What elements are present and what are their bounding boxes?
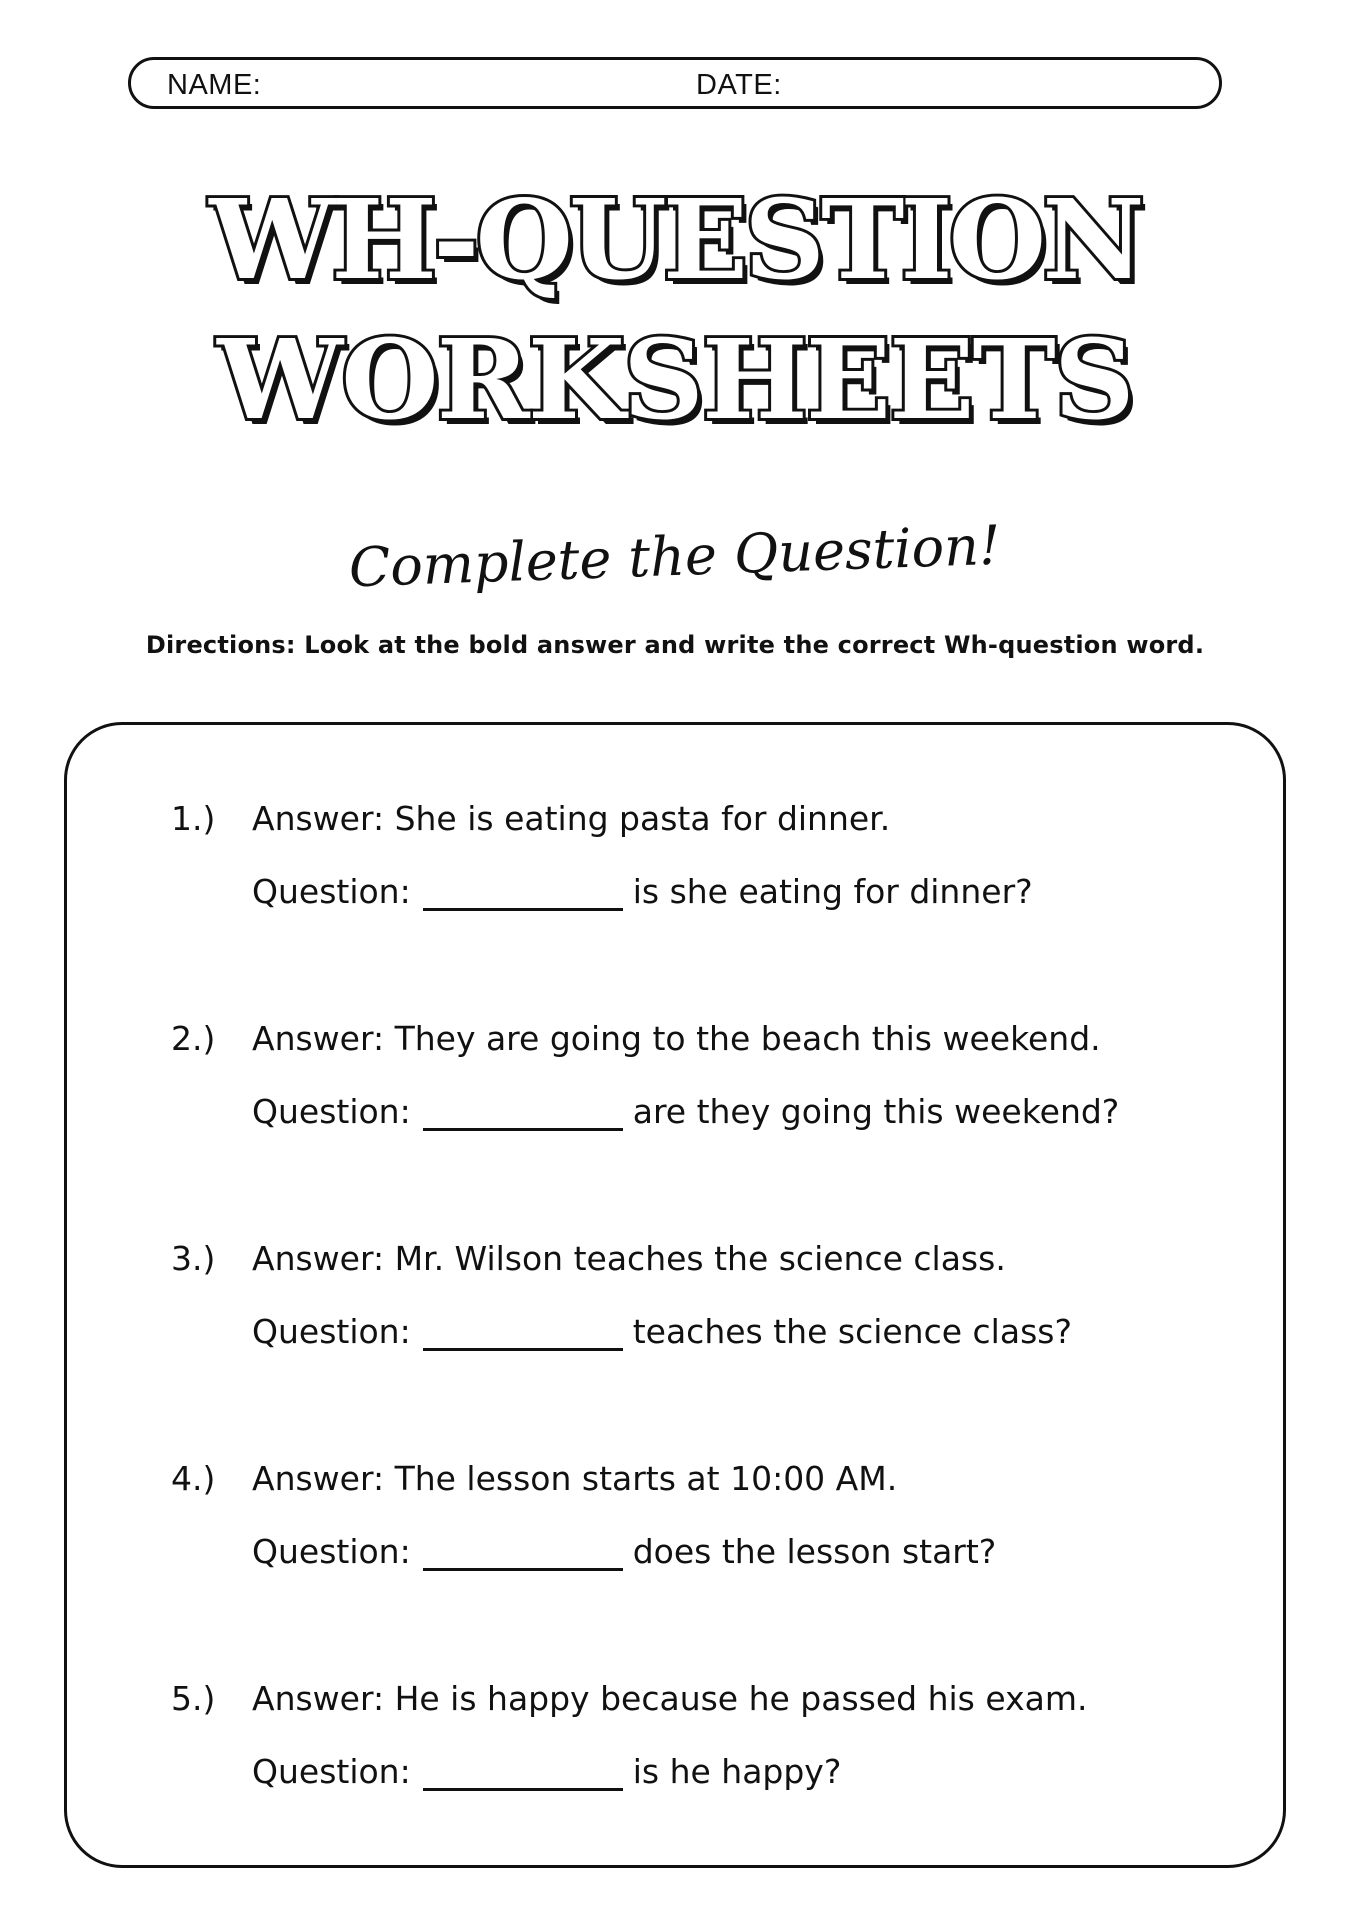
- question-item-2: [67, 1019, 1283, 1189]
- question-prefix: Question:: [252, 872, 411, 911]
- question-line: [252, 872, 1033, 911]
- item-number: 3.): [171, 1239, 216, 1278]
- question-suffix: does the lesson start?: [632, 1532, 997, 1571]
- answer-text: Answer: The lesson starts at 10:00 AM.: [252, 1459, 898, 1498]
- question-item-5: [67, 1679, 1283, 1849]
- question-prefix: Question:: [252, 1092, 411, 1131]
- question-line: [252, 1312, 1072, 1351]
- item-number: 2.): [171, 1019, 216, 1058]
- question-prefix: Question:: [252, 1532, 411, 1571]
- title-line-1: WH-QUESTION: [209, 176, 1141, 305]
- answer-text: Answer: They are going to the beach this weekend.: [252, 1019, 1101, 1058]
- question-line: [252, 1092, 1119, 1131]
- answer-blank[interactable]: [423, 1312, 623, 1351]
- question-suffix: teaches the science class?: [632, 1312, 1072, 1351]
- question-item-3: [67, 1239, 1283, 1409]
- item-number: 4.): [171, 1459, 216, 1498]
- question-box: [64, 722, 1286, 1868]
- title-line-2: WORKSHEETS: [217, 316, 1133, 445]
- answer-blank[interactable]: [423, 1092, 623, 1131]
- item-number: 5.): [171, 1679, 216, 1718]
- question-prefix: Question:: [252, 1312, 411, 1351]
- answer-blank[interactable]: [423, 872, 623, 911]
- answer-text: Answer: Mr. Wilson teaches the science class.: [252, 1239, 1006, 1278]
- answer-text: Answer: She is eating pasta for dinner.: [252, 799, 891, 838]
- answer-blank[interactable]: [423, 1752, 623, 1791]
- date-label: DATE:: [696, 69, 782, 101]
- question-prefix: Question:: [252, 1752, 411, 1791]
- subtitle: Complete the Question!: [347, 513, 1002, 600]
- question-suffix: is he happy?: [632, 1752, 842, 1791]
- name-label: NAME:: [167, 69, 262, 101]
- directions: Directions: Look at the bold answer and write the correct Wh-question word.: [145, 631, 1205, 659]
- question-suffix: are they going this weekend?: [632, 1092, 1120, 1131]
- item-number: 1.): [171, 799, 216, 838]
- answer-blank[interactable]: [423, 1532, 623, 1571]
- question-line: [252, 1752, 841, 1791]
- question-suffix: is she eating for dinner?: [632, 872, 1033, 911]
- question-line: [252, 1532, 996, 1571]
- question-item-1: [67, 799, 1283, 969]
- question-item-4: [67, 1459, 1283, 1629]
- answer-text: Answer: He is happy because he passed his exam.: [252, 1679, 1088, 1718]
- name-date-bar: [128, 57, 1222, 109]
